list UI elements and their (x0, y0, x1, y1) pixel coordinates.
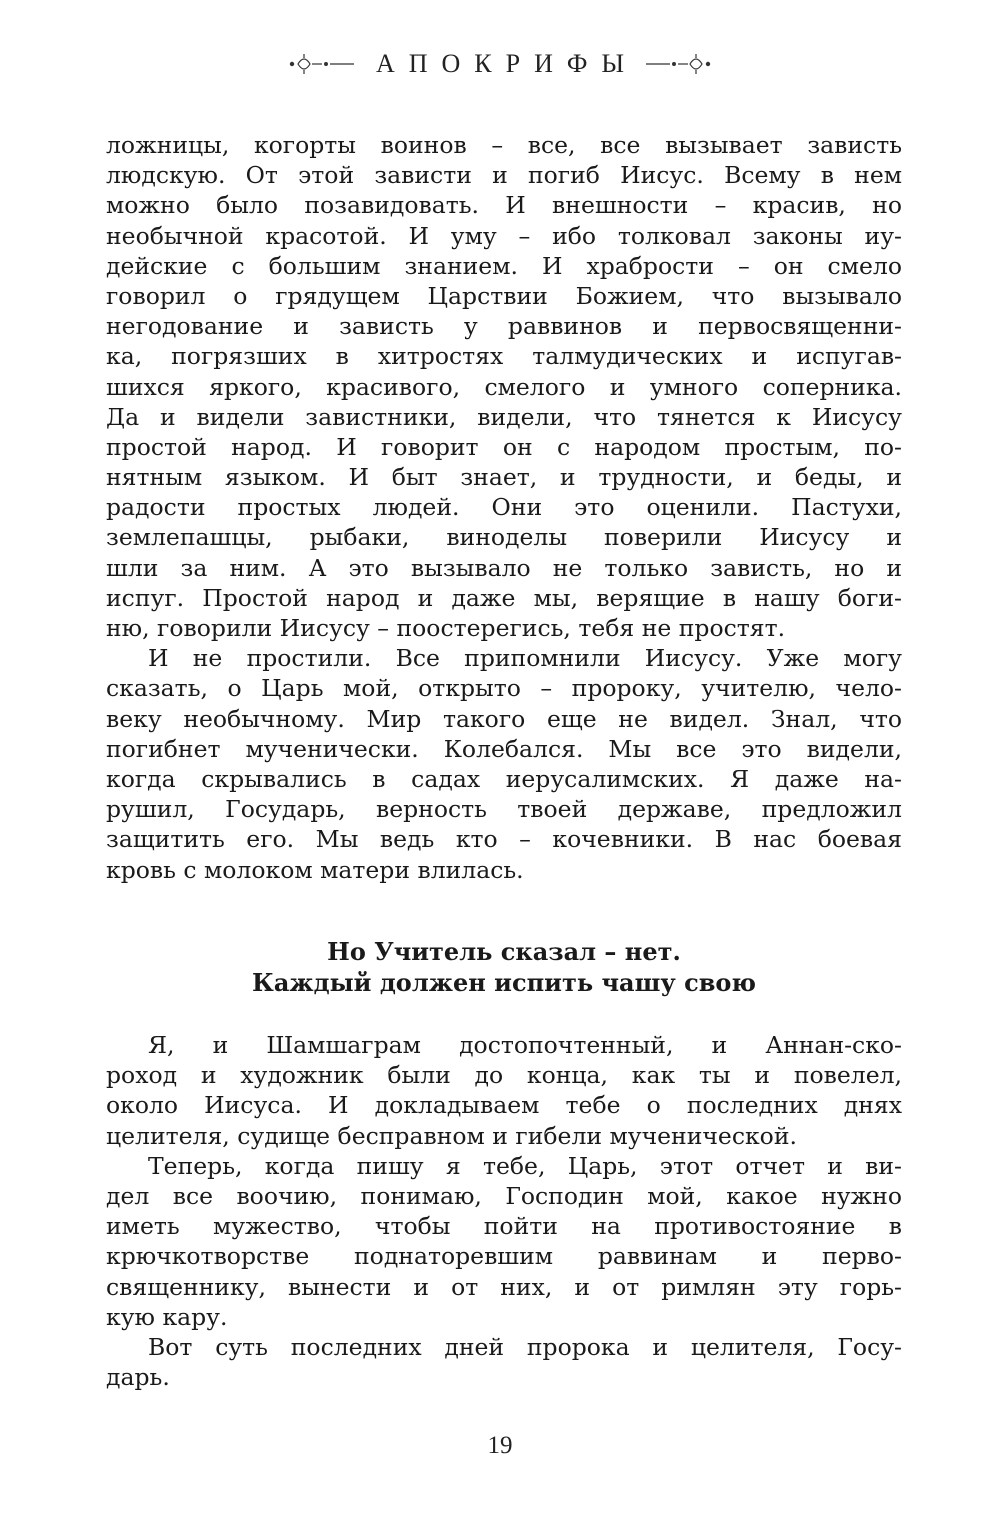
paragraph-5 (106, 1332, 902, 1392)
running-header (0, 44, 1000, 84)
page-number: 19 (487, 1432, 513, 1459)
text-line: испуг. Простой народ и даже мы, верящие в нашу боги- (106, 583, 902, 612)
text-line: Я, и Шамшаграм достопочтенный, и Аннан-ско- (148, 1031, 902, 1059)
text-line: погибнет мученически. Колебался. Мы все это видели, (106, 734, 902, 763)
text-line: шихся яркого, красивого, смелого и умного соперника. (106, 372, 902, 401)
text-line: негодование и зависть у раввинов и первосвященни- (106, 312, 902, 341)
left-ornament-icon (288, 51, 358, 77)
text-line: землепашцы, рыбаки, виноделы поверили Иисусу и (106, 523, 902, 552)
text-line: ложницы, когорты воинов – все, все вызывает зависть (106, 131, 902, 159)
text-line: иметь мужество, чтобы пойти на противостояние в (106, 1212, 902, 1241)
running-header-title: АПОКРИФЫ (375, 49, 639, 78)
text-line: дарь. (106, 1363, 170, 1392)
text-line: радости простых людей. Они это оценили. Пастухи, (106, 493, 902, 522)
text-line: можно было позавидовать. И внешности – красив, но (106, 191, 902, 220)
text-line: крючкотворстве поднаторевшим раввинам и перво- (106, 1242, 902, 1271)
paragraph-1 (106, 130, 902, 643)
text-line: ка, погрязших в хитростях талмудических и испугав- (106, 342, 902, 371)
text-line: священнику, вынести и от них, и от римлян эту горь- (106, 1272, 902, 1301)
text-line: Теперь, когда пишу я тебе, Царь, этот отчет и ви- (148, 1151, 902, 1180)
text-line: целителя, судище бесправном и гибели мученической. (106, 1121, 797, 1150)
paragraph-4 (106, 1151, 902, 1332)
section-heading-line-1: Но Учитель сказал – нет. (327, 937, 681, 966)
text-line: Вот суть последних дней пророка и целителя, Госу- (148, 1332, 902, 1361)
text-line: шли за ним. А это вызывало не только зависть, но и (106, 553, 902, 582)
text-line: защитить его. Мы ведь кто – кочевники. В нас боевая (106, 825, 902, 854)
text-line: дел все воочию, понимаю, Господин мой, какое нужно (106, 1181, 902, 1210)
paragraph-2 (106, 643, 902, 885)
text-line: сказать, о Царь мой, открыто – пророку, учителю, чело- (106, 674, 902, 703)
text-line: ню, говорили Иисусу – поостерегись, тебя не простят. (106, 614, 786, 642)
text-line: дейские с большим знанием. И храбрости – он смело (106, 251, 902, 280)
text-line: простой народ. И говорит он с народом простым, по- (106, 432, 902, 461)
text-line: необычной красотой. И уму – ибо толковал законы иу- (106, 221, 902, 250)
text-line: кую кару. (106, 1302, 228, 1331)
text-line: роход и художник были до конца, как ты и повелел, (106, 1061, 902, 1090)
text-line: веку необычному. Мир такого еще не видел. Знал, что (106, 704, 902, 733)
text-line: рушил, Государь, верность твоей державе, предложил (106, 795, 902, 824)
text-line: Да и видели завистники, видели, что тянется к Иисусу (106, 402, 902, 431)
text-line: говорил о грядущем Царствии Божием, что вызывало (106, 281, 902, 310)
body-text-bottom (106, 1030, 902, 1392)
paragraph-3 (106, 1030, 902, 1151)
text-line: когда скрывались в садах иерусалимских. Я даже на- (106, 764, 902, 793)
text-line: И не простили. Все припомнили Иисусу. Уже могу (148, 644, 902, 673)
right-ornament-icon (642, 51, 712, 77)
section-heading-line-2: Каждый должен испить чашу свою (251, 968, 756, 997)
text-line: кровь с молоком матери влилась. (106, 855, 524, 884)
section-heading (106, 936, 902, 998)
text-line: около Иисуса. И докладываем тебе о последних днях (106, 1091, 902, 1120)
body-text-top (106, 130, 902, 885)
text-line: нятным языком. И быт знает, и трудности, и беды, и (106, 463, 902, 492)
text-line: людскую. От этой зависти и погиб Иисус. Всему в нем (106, 161, 902, 190)
